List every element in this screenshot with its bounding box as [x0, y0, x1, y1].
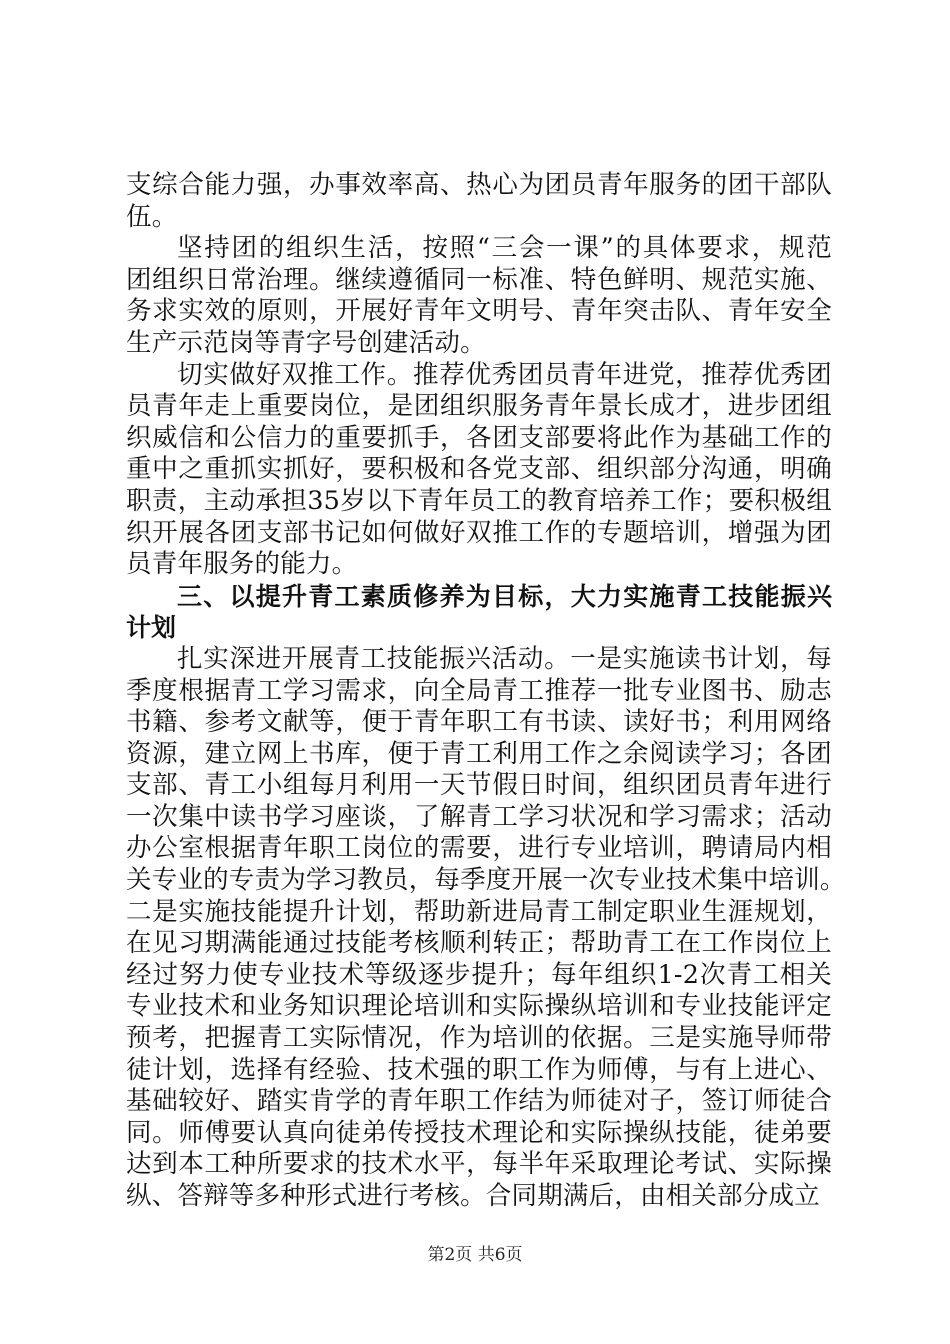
- heading-line: 三、以提升青工素质修养为目标，大力实施青工技能振兴: [177, 581, 832, 611]
- text-line: 重中之重抓实抓好，要积极和各党支部、组织部分沟通，明确: [126, 454, 832, 485]
- text-line: 经过努力使专业技术等级逐步提升；每年组织1-2次青工相关: [126, 959, 832, 990]
- text-line: 达到本工种所要求的技术水平，每半年采取理论考试、实际操: [126, 1149, 832, 1180]
- text-line: 一次集中读书学习座谈，了解青工学习状况和学习需求；活动: [126, 801, 832, 832]
- document-body: [126, 170, 846, 1213]
- text-line: 织威信和公信力的重要抓手，各团支部要将此作为基础工作的: [126, 422, 832, 453]
- text-line: 在见习期满能通过技能考核顺利转正；帮助青工在工作岗位上: [126, 928, 832, 959]
- text-line: 团组织日常治理。继续遵循同一标准、特色鲜明、规范实施、: [126, 264, 832, 295]
- text-line: 专业技术和业务知识理论培训和实际操纵培训和专业技能评定: [126, 991, 832, 1022]
- section-heading: [126, 581, 832, 644]
- text-line: 基础较好、踏实肯学的青年职工作结为师徒对子，签订师徒合: [126, 1086, 832, 1117]
- text-line: 二是实施技能提升计划，帮助新进局青工制定职业生涯规划，: [126, 896, 832, 927]
- text-line: 书籍、参考文献等，便于青年职工有书读、读好书；利用网络: [126, 707, 832, 738]
- text-line: 员青年走上重要岗位，是团组织服务青年景长成才，进步团组: [126, 391, 832, 422]
- text-line: 织开展各团支部书记如何做好双推工作的专题培训，增强为团: [126, 517, 832, 548]
- text-line: 员青年服务的能力。: [126, 549, 358, 580]
- text-line: 办公室根据青年职工岗位的需要，进行专业培训，聘请局内相: [126, 833, 832, 864]
- text-line: 扎实深进开展青工技能振兴活动。一是实施读书计划，每: [177, 643, 832, 674]
- text-line: 关专业的专责为学习教员，每季度开展一次专业技术集中培训。: [126, 865, 846, 896]
- text-line: 务求实效的原则，开展好青年文明号、青年突击队、青年安全: [126, 296, 832, 327]
- text-line: 伍。: [126, 201, 178, 232]
- text-line: 同。师傅要认真向徒弟传授技术理论和实际操纵技能，徒弟要: [126, 1117, 832, 1148]
- body-paragraph: [126, 643, 846, 1213]
- text-line: 支部、青工小组每月利用一天节假日时间，组织团员青年进行: [126, 770, 832, 801]
- text-line: 预考，把握青工实际情况，作为培训的依据。三是实施导师带: [126, 1023, 832, 1054]
- text-line: 季度根据青工学习需求，向全局青工推荐一批专业图书、励志: [126, 675, 832, 706]
- body-paragraph: [126, 360, 832, 581]
- text-line: 支综合能力强，办事效率高、热心为团员青年服务的团干部队: [126, 170, 832, 200]
- text-line: 生产示范岗等青字号创建活动。: [126, 327, 486, 358]
- body-paragraph: [126, 170, 832, 233]
- text-line: 职责，主动承担35岁以下青年员工的教育培养工作；要积极组: [126, 485, 832, 516]
- body-paragraph: [126, 233, 832, 359]
- page-footer: 第2页 共6页: [427, 1245, 523, 1265]
- heading-line: 计划: [126, 613, 177, 643]
- text-line: 纵、答辩等多种形式进行考核。合同期满后，由相关部分成立: [126, 1181, 820, 1211]
- text-line: 徒计划，选择有经验、技术强的职工作为师傅，与有上进心、: [126, 1054, 832, 1085]
- text-line: 切实做好双推工作。推荐优秀团员青年进党，推荐优秀团: [177, 359, 832, 390]
- text-line: 坚持团的组织生活，按照“三会一课”的具体要求，规范: [177, 233, 832, 264]
- text-line: 资源，建立网上书库，便于青工利用工作之余阅读学习；各团: [126, 738, 832, 769]
